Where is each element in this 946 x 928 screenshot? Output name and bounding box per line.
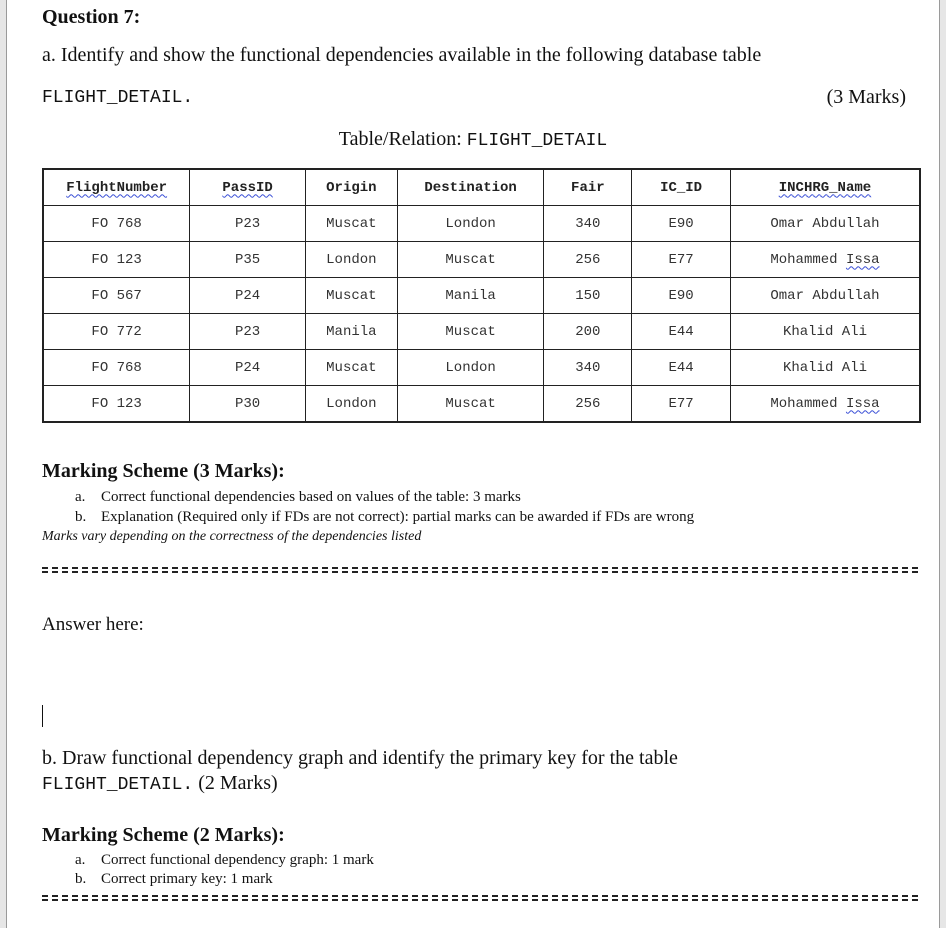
table-row bbox=[43, 206, 920, 242]
table-cell: P24 bbox=[190, 350, 306, 386]
table-cell: Manila bbox=[397, 278, 544, 314]
table-cell: P23 bbox=[190, 206, 306, 242]
table-cell: Muscat bbox=[397, 242, 544, 278]
part-a-table-identifier: FLIGHT_DETAIL. bbox=[42, 88, 194, 108]
table-cell: London bbox=[305, 386, 397, 423]
table-row bbox=[43, 314, 920, 350]
table-cell: E44 bbox=[632, 314, 731, 350]
header-inchrg-name: INCHRG_Name bbox=[730, 169, 920, 206]
table-row bbox=[43, 242, 920, 278]
separator-line bbox=[42, 567, 918, 573]
marking-scheme-b-title: Marking Scheme (2 Marks): bbox=[42, 824, 285, 846]
answer-label: Answer here: bbox=[42, 614, 144, 635]
table-cell: P30 bbox=[190, 386, 306, 423]
table-cell: E44 bbox=[632, 350, 731, 386]
table-cell: FO 772 bbox=[43, 314, 190, 350]
text-cursor[interactable] bbox=[42, 705, 43, 727]
table-cell: P24 bbox=[190, 278, 306, 314]
table-cell: 256 bbox=[544, 386, 632, 423]
part-b-prompt: b. Draw functional dependency graph and identify the primary key for the table bbox=[42, 747, 678, 769]
table-cell: 340 bbox=[544, 350, 632, 386]
table-cell: London bbox=[397, 350, 544, 386]
marking-scheme-b-item: b. Correct primary key: 1 mark bbox=[75, 871, 273, 887]
table-cell: P23 bbox=[190, 314, 306, 350]
table-cell: E77 bbox=[632, 386, 731, 423]
table-cell: Khalid Ali bbox=[730, 314, 920, 350]
table-cell: FO 123 bbox=[43, 242, 190, 278]
header-origin: Origin bbox=[305, 169, 397, 206]
marking-scheme-a-item: b. Explanation (Required only if FDs are not correct): partial marks can be awarded if FDs are wrong bbox=[75, 509, 695, 525]
table-cell: Mohammed Issa bbox=[730, 242, 920, 278]
table-cell: Omar Abdullah bbox=[730, 278, 920, 314]
part-b-line2 bbox=[42, 772, 278, 795]
part-b-marks: (2 Marks) bbox=[193, 772, 278, 794]
table-cell: E77 bbox=[632, 242, 731, 278]
marking-scheme-a-item: a. Correct functional dependencies based on values of the table: 3 marks bbox=[75, 489, 521, 505]
separator-line bbox=[42, 895, 918, 901]
header-destination: Destination bbox=[397, 169, 544, 206]
table-cell: E90 bbox=[632, 206, 731, 242]
marking-scheme-a-note: Marks vary depending on the correctness of the dependencies listed bbox=[42, 529, 422, 544]
flight-detail-table bbox=[42, 168, 921, 423]
marking-scheme-a-title: Marking Scheme (3 Marks): bbox=[42, 460, 285, 482]
table-cell: FO 123 bbox=[43, 386, 190, 423]
part-b-table-identifier: FLIGHT_DETAIL. bbox=[42, 775, 194, 795]
table-cell: Muscat bbox=[397, 314, 544, 350]
table-row bbox=[43, 350, 920, 386]
header-passid: PassID bbox=[190, 169, 306, 206]
part-a-prompt: a. Identify and show the functional dependencies available in the following database table bbox=[42, 44, 762, 66]
table-cell: P35 bbox=[190, 242, 306, 278]
table-row bbox=[43, 278, 920, 314]
table-header-row bbox=[43, 169, 920, 206]
table-cell: 200 bbox=[544, 314, 632, 350]
table-cell: London bbox=[305, 242, 397, 278]
table-caption-name: FLIGHT_DETAIL bbox=[466, 131, 608, 151]
header-ic-id: IC_ID bbox=[632, 169, 731, 206]
table-cell: 150 bbox=[544, 278, 632, 314]
table-caption-prefix: Table/Relation: bbox=[338, 128, 467, 150]
table-cell: FO 768 bbox=[43, 206, 190, 242]
table-cell: Mohammed Issa bbox=[730, 386, 920, 423]
header-flightnumber: FlightNumber bbox=[43, 169, 190, 206]
part-a-marks: (3 Marks) bbox=[826, 86, 906, 108]
question-title: Question 7: bbox=[42, 6, 141, 28]
table-cell: Khalid Ali bbox=[730, 350, 920, 386]
table-cell: Omar Abdullah bbox=[730, 206, 920, 242]
table-cell: Muscat bbox=[305, 350, 397, 386]
table-cell: FO 768 bbox=[43, 350, 190, 386]
table-cell: E90 bbox=[632, 278, 731, 314]
table-caption bbox=[0, 128, 946, 151]
marking-scheme-b-item: a. Correct functional dependency graph: 1 mark bbox=[75, 852, 374, 868]
table-cell: Muscat bbox=[305, 206, 397, 242]
table-cell: Muscat bbox=[397, 386, 544, 423]
table-cell: FO 567 bbox=[43, 278, 190, 314]
table-cell: 340 bbox=[544, 206, 632, 242]
header-fair: Fair bbox=[544, 169, 632, 206]
table-cell: Manila bbox=[305, 314, 397, 350]
table-cell: London bbox=[397, 206, 544, 242]
table-cell: 256 bbox=[544, 242, 632, 278]
table-row bbox=[43, 386, 920, 423]
table-cell: Muscat bbox=[305, 278, 397, 314]
